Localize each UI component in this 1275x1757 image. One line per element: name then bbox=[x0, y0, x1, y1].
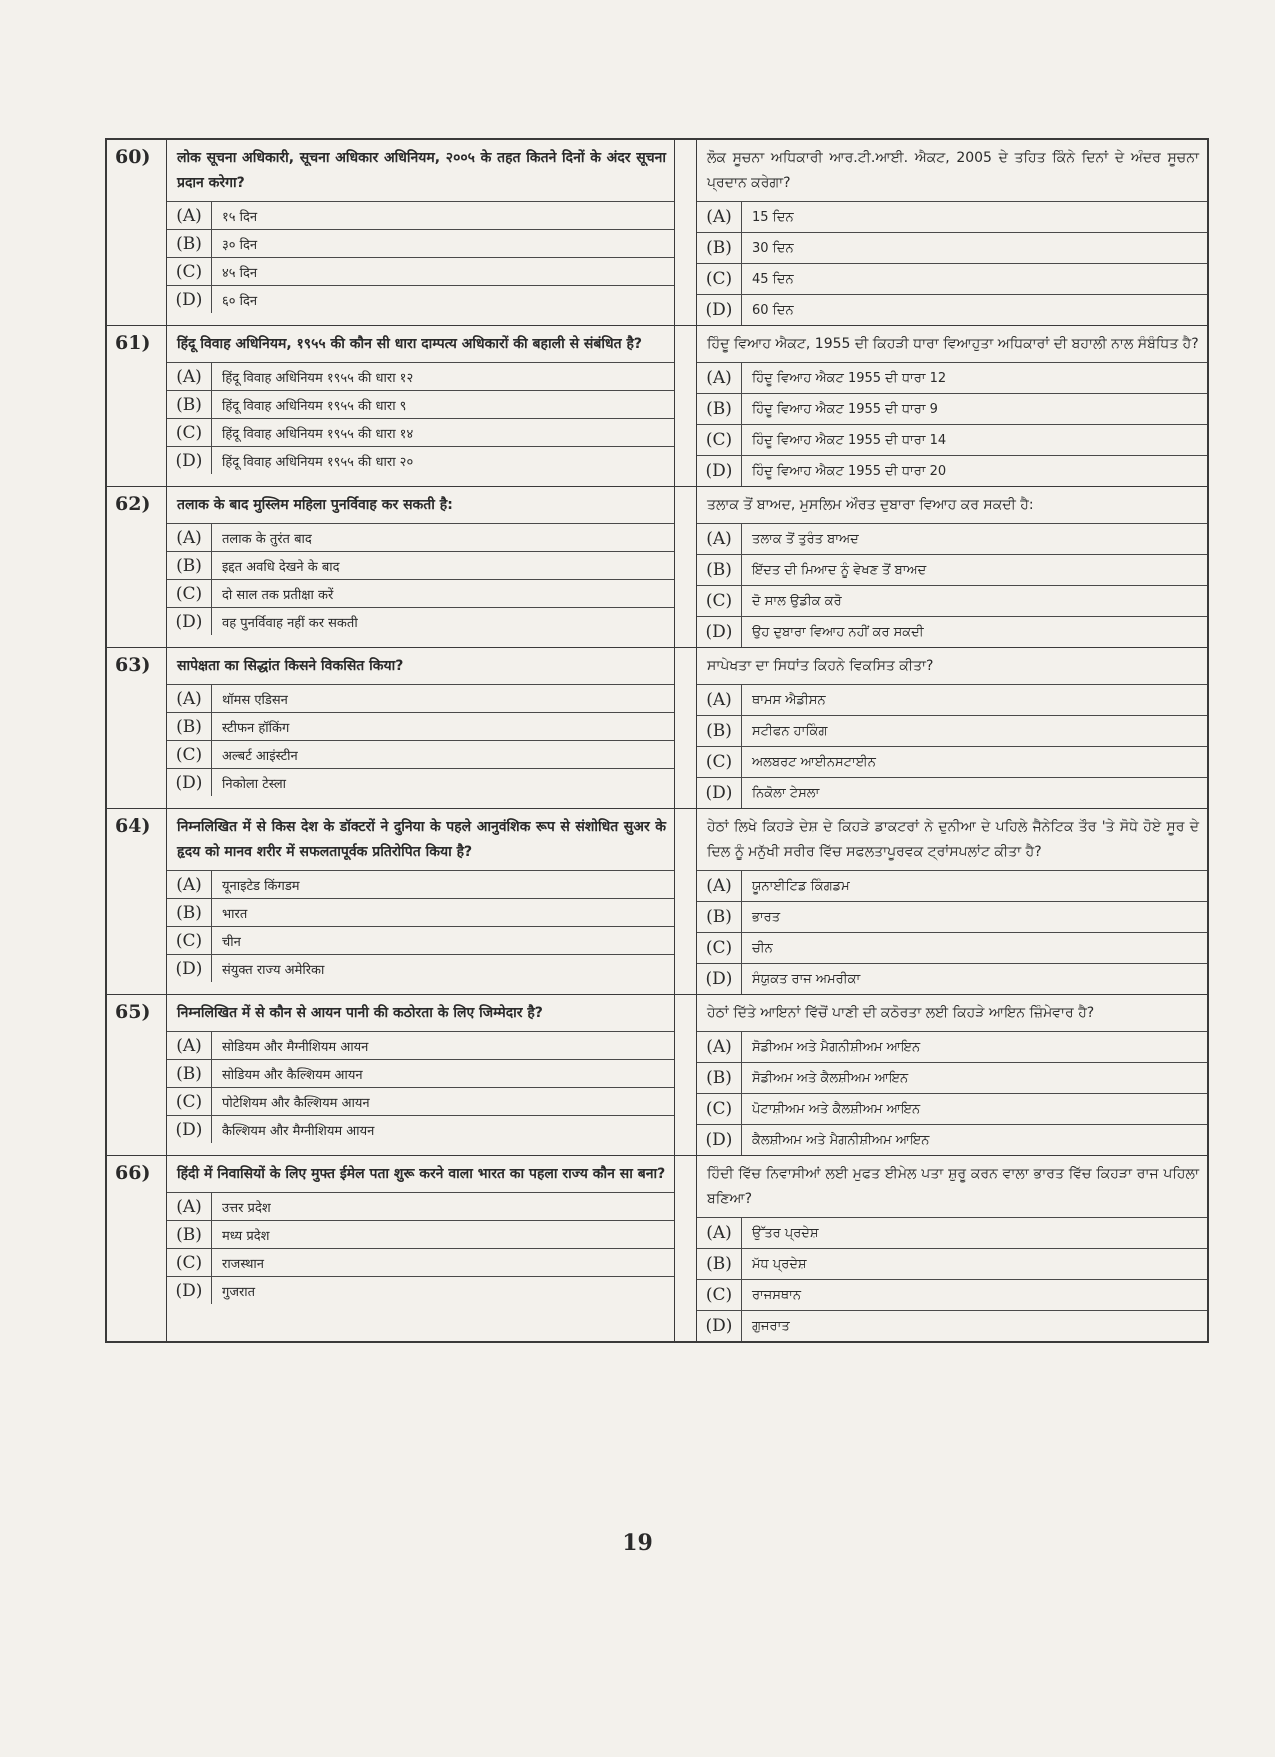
option-label: (D) bbox=[167, 447, 212, 474]
question-row bbox=[107, 325, 1207, 486]
option-text: भारत bbox=[222, 906, 248, 922]
question-row bbox=[107, 140, 1207, 325]
option-label: (A) bbox=[167, 685, 212, 712]
option-label: (A) bbox=[167, 1193, 212, 1220]
option-text: ਸਟੀਫਨ ਹਾਕਿੰਗ bbox=[752, 723, 828, 739]
option-text: ६० दिन bbox=[222, 293, 258, 309]
column-gap bbox=[675, 487, 697, 647]
option-hindi bbox=[167, 201, 674, 229]
option-hindi bbox=[167, 1192, 674, 1220]
option-text: ਹਿੰਦੂ ਵਿਆਹ ਐਕਟ 1955 ਦੀ ਧਾਰਾ 12 bbox=[752, 370, 947, 386]
option-label: (B) bbox=[697, 902, 742, 932]
option-label: (D) bbox=[167, 769, 212, 796]
option-text: मध्य प्रदेश bbox=[222, 1228, 270, 1244]
question-hindi-column bbox=[167, 648, 675, 808]
question-text-punjabi: ਹਿੰਦੂ ਵਿਆਹ ਐਕਟ, 1955 ਦੀ ਕਿਹੜੀ ਧਾਰਾ ਵਿਆਹੁਤਾ ਅਧਿਕਾਰਾਂ ਦੀ ਬਹਾਲੀ ਨਾਲ ਸੰਬੰਧਿਤ ਹੈ? bbox=[707, 336, 1199, 352]
option-text: तलाक के तुरंत बाद bbox=[222, 531, 312, 547]
option-text: ਚੀਨ bbox=[752, 940, 773, 956]
option-text: ਹਿੰਦੂ ਵਿਆਹ ਐਕਟ 1955 ਦੀ ਧਾਰਾ 9 bbox=[752, 401, 938, 417]
option-punjabi bbox=[697, 932, 1207, 963]
option-label: (B) bbox=[697, 1063, 742, 1093]
option-text: ਉਹ ਦੁਬਾਰਾ ਵਿਆਹ ਨਹੀਂ ਕਰ ਸਕਦੀ bbox=[752, 624, 924, 640]
option-text: पोटेशियम और कैल्शियम आयन bbox=[222, 1095, 370, 1111]
question-number: 60) bbox=[107, 140, 167, 325]
option-text: ਪੋਟਾਸ਼ੀਅਮ ਅਤੇ ਕੈਲਸ਼ੀਅਮ ਆਇਨ bbox=[752, 1101, 921, 1117]
option-text: ਥਾਮਸ ਐਡੀਸਨ bbox=[752, 692, 826, 708]
option-text: ਸੋਡੀਅਮ ਅਤੇ ਮੈਗਨੀਸ਼ੀਅਮ ਆਇਨ bbox=[752, 1039, 921, 1055]
option-text: हिंदू विवाह अधिनियम १९५५ की धारा ९ bbox=[222, 398, 407, 414]
option-punjabi bbox=[697, 1248, 1207, 1279]
option-label: (D) bbox=[697, 1125, 742, 1155]
column-gap bbox=[675, 140, 697, 325]
option-label: (A) bbox=[697, 1218, 742, 1248]
option-label: (B) bbox=[697, 394, 742, 424]
option-hindi bbox=[167, 390, 674, 418]
option-text: ਰਾਜਸਥਾਨ bbox=[752, 1287, 802, 1303]
option-text: ਕੈਲਸ਼ੀਅਮ ਅਤੇ ਮੈਗਨੀਸ਼ੀਅਮ ਆਇਨ bbox=[752, 1132, 930, 1148]
option-label: (C) bbox=[697, 1280, 742, 1310]
option-label: (D) bbox=[697, 1311, 742, 1341]
option-punjabi bbox=[697, 523, 1207, 554]
question-punjabi-column bbox=[697, 995, 1207, 1155]
option-punjabi bbox=[697, 393, 1207, 424]
question-text-punjabi: ਲੋਕ ਸੂਚਨਾ ਅਧਿਕਾਰੀ ਆਰ.ਟੀ.ਆਈ. ਐਕਟ, 2005 ਦੇ ਤਹਿਤ ਕਿੰਨੇ ਦਿਨਾਂ ਦੇ ਅੰਦਰ ਸੂਚਨਾ ਪ੍ਰਦਾਨ ਕਰੇਗਾ? bbox=[707, 150, 1199, 191]
option-label: (C) bbox=[167, 741, 212, 768]
option-text: ਸੋਡੀਅਮ ਅਤੇ ਕੈਲਸ਼ੀਅਮ ਆਇਨ bbox=[752, 1070, 909, 1086]
option-label: (A) bbox=[697, 871, 742, 901]
option-punjabi bbox=[697, 201, 1207, 232]
option-hindi bbox=[167, 257, 674, 285]
question-punjabi-column bbox=[697, 140, 1207, 325]
question-text-hindi: तलाक के बाद मुस्लिम महिला पुनर्विवाह कर सकती है: bbox=[177, 497, 453, 513]
question-text-hindi: निम्नलिखित में से कौन से आयन पानी की कठोरता के लिए जिम्मेदार है? bbox=[177, 1005, 543, 1021]
column-gap bbox=[675, 1156, 697, 1341]
question-table bbox=[105, 138, 1209, 1343]
option-hindi bbox=[167, 551, 674, 579]
option-text: वह पुनर्विवाह नहीं कर सकती bbox=[222, 615, 358, 631]
option-text: 60 ਦਿਨ bbox=[752, 302, 794, 318]
option-text: इद्दत अवधि देखने के बाद bbox=[222, 559, 340, 575]
option-hindi bbox=[167, 1248, 674, 1276]
option-punjabi bbox=[697, 1310, 1207, 1341]
option-hindi bbox=[167, 229, 674, 257]
option-punjabi bbox=[697, 232, 1207, 263]
option-punjabi bbox=[697, 554, 1207, 585]
option-hindi bbox=[167, 1031, 674, 1059]
question-hindi-column bbox=[167, 1156, 675, 1341]
option-label: (A) bbox=[697, 685, 742, 715]
option-label: (A) bbox=[697, 363, 742, 393]
option-text: हिंदू विवाह अधिनियम १९५५ की धारा १४ bbox=[222, 426, 414, 442]
option-punjabi bbox=[697, 585, 1207, 616]
option-punjabi bbox=[697, 963, 1207, 994]
option-label: (B) bbox=[167, 899, 212, 926]
option-punjabi bbox=[697, 1217, 1207, 1248]
option-punjabi bbox=[697, 1031, 1207, 1062]
option-label: (A) bbox=[697, 1032, 742, 1062]
option-label: (C) bbox=[167, 258, 212, 285]
column-gap bbox=[675, 809, 697, 994]
option-hindi bbox=[167, 954, 674, 982]
option-punjabi bbox=[697, 901, 1207, 932]
option-label: (C) bbox=[697, 747, 742, 777]
option-hindi bbox=[167, 523, 674, 551]
option-hindi bbox=[167, 607, 674, 635]
option-hindi bbox=[167, 579, 674, 607]
option-hindi bbox=[167, 446, 674, 474]
option-label: (D) bbox=[167, 1277, 212, 1304]
option-hindi bbox=[167, 926, 674, 954]
question-number: 65) bbox=[107, 995, 167, 1155]
question-number: 64) bbox=[107, 809, 167, 994]
option-punjabi bbox=[697, 715, 1207, 746]
option-punjabi bbox=[697, 1279, 1207, 1310]
option-label: (B) bbox=[167, 230, 212, 257]
option-punjabi bbox=[697, 684, 1207, 715]
question-text-punjabi: ਹੇਠਾਂ ਦਿੱਤੇ ਆਇਨਾਂ ਵਿੱਚੋਂ ਪਾਣੀ ਦੀ ਕਠੋਰਤਾ ਲਈ ਕਿਹੜੇ ਆਇਨ ਜ਼ਿੰਮੇਵਾਰ ਹੈ? bbox=[707, 1005, 1095, 1021]
option-text: स्टीफन हॉकिंग bbox=[222, 720, 290, 736]
question-text-punjabi: ਹਿੰਦੀ ਵਿੱਚ ਨਿਵਾਸੀਆਂ ਲਈ ਮੁਫਤ ਈਮੇਲ ਪਤਾ ਸ਼ੁਰੂ ਕਰਨ ਵਾਲਾ ਭਾਰਤ ਵਿੱਚ ਕਿਹੜਾ ਰਾਜ ਪਹਿਲਾ ਬਣਿਆ? bbox=[707, 1166, 1199, 1207]
option-hindi bbox=[167, 684, 674, 712]
option-text: ਇੱਦਤ ਦੀ ਮਿਆਦ ਨੂੰ ਵੇਖਣ ਤੋਂ ਬਾਅਦ bbox=[752, 562, 927, 578]
option-label: (D) bbox=[697, 964, 742, 994]
option-hindi bbox=[167, 870, 674, 898]
question-punjabi-column bbox=[697, 326, 1207, 486]
option-label: (B) bbox=[167, 713, 212, 740]
option-label: (C) bbox=[167, 419, 212, 446]
option-text: ਭਾਰਤ bbox=[752, 909, 781, 925]
question-row bbox=[107, 994, 1207, 1155]
option-label: (A) bbox=[167, 363, 212, 390]
option-punjabi bbox=[697, 294, 1207, 325]
option-hindi bbox=[167, 1276, 674, 1304]
option-text: अल्बर्ट आइंस्टीन bbox=[222, 748, 298, 764]
option-punjabi bbox=[697, 362, 1207, 393]
option-label: (D) bbox=[167, 1116, 212, 1143]
option-text: चीन bbox=[222, 934, 241, 950]
option-label: (C) bbox=[697, 264, 742, 294]
option-text: ਹਿੰਦੂ ਵਿਆਹ ਐਕਟ 1955 ਦੀ ਧਾਰਾ 14 bbox=[752, 432, 947, 448]
option-label: (C) bbox=[697, 933, 742, 963]
option-hindi bbox=[167, 712, 674, 740]
option-label: (D) bbox=[697, 456, 742, 486]
option-label: (B) bbox=[697, 233, 742, 263]
question-hindi-column bbox=[167, 326, 675, 486]
option-hindi bbox=[167, 1087, 674, 1115]
option-punjabi bbox=[697, 1124, 1207, 1155]
option-text: गुजरात bbox=[222, 1284, 256, 1300]
question-text-punjabi: ਸਾਪੇਖਤਾ ਦਾ ਸਿਧਾਂਤ ਕਿਹਨੇ ਵਿਕਸਿਤ ਕੀਤਾ? bbox=[707, 658, 934, 674]
option-text: ਮੱਧ ਪ੍ਰਦੇਸ਼ bbox=[752, 1256, 807, 1272]
page-number: 19 bbox=[622, 1530, 653, 1556]
option-label: (D) bbox=[697, 617, 742, 647]
option-text: ਸੰਯੁਕਤ ਰਾਜ ਅਮਰੀਕਾ bbox=[752, 971, 861, 987]
question-punjabi-column bbox=[697, 487, 1207, 647]
option-text: ਗੁਜਰਾਤ bbox=[752, 1318, 790, 1334]
option-text: उत्तर प्रदेश bbox=[222, 1200, 271, 1216]
option-text: यूनाइटेड किंगडम bbox=[222, 878, 300, 894]
question-number: 63) bbox=[107, 648, 167, 808]
option-punjabi bbox=[697, 455, 1207, 486]
option-hindi bbox=[167, 740, 674, 768]
question-text-hindi: हिंदू विवाह अधिनियम, १९५५ की कौन सी धारा दाम्पत्य अधिकारों की बहाली से संबंधित है? bbox=[177, 336, 643, 352]
option-text: संयुक्त राज्य अमेरिका bbox=[222, 962, 325, 978]
option-punjabi bbox=[697, 1062, 1207, 1093]
question-hindi-column bbox=[167, 487, 675, 647]
question-punjabi-column bbox=[697, 1156, 1207, 1341]
option-text: ३० दिन bbox=[222, 237, 258, 253]
question-row bbox=[107, 647, 1207, 808]
question-number: 62) bbox=[107, 487, 167, 647]
option-text: हिंदू विवाह अधिनियम १९५५ की धारा २० bbox=[222, 454, 414, 470]
option-punjabi bbox=[697, 1093, 1207, 1124]
question-text-hindi: निम्नलिखित में से किस देश के डॉक्टरों ने दुनिया के पहले आनुवंशिक रूप से संशोधित सुअर के हृदय को मानव शरीर में सफलतापूर्वक प्रतिरोपित किया है? bbox=[177, 819, 666, 860]
option-hindi bbox=[167, 418, 674, 446]
question-punjabi-column bbox=[697, 809, 1207, 994]
question-text-punjabi: ਤਲਾਕ ਤੋਂ ਬਾਅਦ, ਮੁਸਲਿਮ ਔਰਤ ਦੁਬਾਰਾ ਵਿਆਹ ਕਰ ਸਕਦੀ ਹੈ: bbox=[707, 497, 1034, 513]
question-punjabi-column bbox=[697, 648, 1207, 808]
option-hindi bbox=[167, 768, 674, 796]
question-hindi-column bbox=[167, 140, 675, 325]
option-text: ਅਲਬਰਟ ਆਈਨਸਟਾਈਨ bbox=[752, 754, 876, 770]
question-number: 66) bbox=[107, 1156, 167, 1341]
option-label: (B) bbox=[697, 555, 742, 585]
option-text: ਤਲਾਕ ਤੋਂ ਤੁਰੰਤ ਬਾਅਦ bbox=[752, 531, 859, 547]
option-text: हिंदू विवाह अधिनियम १९५५ की धारा १२ bbox=[222, 370, 414, 386]
option-text: कैल्शियम और मैग्नीशियम आयन bbox=[222, 1123, 375, 1139]
question-hindi-column bbox=[167, 809, 675, 994]
option-punjabi bbox=[697, 616, 1207, 647]
column-gap bbox=[675, 326, 697, 486]
option-label: (A) bbox=[167, 871, 212, 898]
option-label: (B) bbox=[167, 391, 212, 418]
option-hindi bbox=[167, 285, 674, 313]
option-label: (B) bbox=[167, 1221, 212, 1248]
option-text: दो साल तक प्रतीक्षा करें bbox=[222, 587, 334, 603]
option-label: (A) bbox=[697, 202, 742, 232]
option-punjabi bbox=[697, 870, 1207, 901]
question-text-hindi: लोक सूचना अधिकारी, सूचना अधिकार अधिनियम, २००५ के तहत कितने दिनों के अंदर सूचना प्रदान करेगा? bbox=[177, 150, 666, 191]
option-text: ४५ दिन bbox=[222, 265, 258, 281]
column-gap bbox=[675, 995, 697, 1155]
option-text: ਹਿੰਦੂ ਵਿਆਹ ਐਕਟ 1955 ਦੀ ਧਾਰਾ 20 bbox=[752, 463, 947, 479]
option-punjabi bbox=[697, 746, 1207, 777]
option-text: निकोला टेस्ला bbox=[222, 776, 287, 792]
option-punjabi bbox=[697, 777, 1207, 808]
option-label: (D) bbox=[697, 778, 742, 808]
option-text: 15 ਦਿਨ bbox=[752, 209, 794, 225]
option-punjabi bbox=[697, 424, 1207, 455]
option-label: (C) bbox=[167, 1249, 212, 1276]
option-text: ਦੋ ਸਾਲ ਉਡੀਕ ਕਰੋ bbox=[752, 593, 842, 609]
option-label: (B) bbox=[697, 716, 742, 746]
option-label: (A) bbox=[167, 524, 212, 551]
question-text-hindi: हिंदी में निवासियों के लिए मुफ्त ईमेल पता शुरू करने वाला भारत का पहला राज्य कौन सा बना? bbox=[177, 1166, 666, 1182]
option-text: सोडियम और कैल्शियम आयन bbox=[222, 1067, 363, 1083]
option-label: (A) bbox=[167, 1032, 212, 1059]
column-gap bbox=[675, 648, 697, 808]
option-text: 45 ਦਿਨ bbox=[752, 271, 794, 287]
option-label: (D) bbox=[697, 295, 742, 325]
option-label: (D) bbox=[167, 286, 212, 313]
question-hindi-column bbox=[167, 995, 675, 1155]
option-text: ਉੱਤਰ ਪ੍ਰਦੇਸ਼ bbox=[752, 1225, 819, 1241]
question-text-punjabi: ਹੇਠਾਂ ਲਿਖੇ ਕਿਹੜੇ ਦੇਸ਼ ਦੇ ਕਿਹੜੇ ਡਾਕਟਰਾਂ ਨੇ ਦੁਨੀਆ ਦੇ ਪਹਿਲੇ ਜੈਨੇਟਿਕ ਤੌਰ 'ਤੇ ਸੋਧੇ ਹੋਏ ਸੂਰ ਦੇ ਦਿਲ ਨੂੰ ਮਨੁੱਖੀ ਸਰੀਰ ਵਿੱਚ ਸਫਲਤਾਪੂਰਵਕ ਟ੍ਰਾਂਸਪਲਾਂਟ ਕੀਤਾ ਹੈ? bbox=[707, 819, 1199, 860]
option-text: १५ दिन bbox=[222, 209, 258, 225]
option-hindi bbox=[167, 898, 674, 926]
option-text: 30 ਦਿਨ bbox=[752, 240, 794, 256]
option-label: (C) bbox=[697, 425, 742, 455]
question-row bbox=[107, 808, 1207, 994]
option-text: सोडियम और मैग्नीशियम आयन bbox=[222, 1039, 369, 1055]
question-row bbox=[107, 1155, 1207, 1341]
option-label: (A) bbox=[167, 202, 212, 229]
option-label: (D) bbox=[167, 608, 212, 635]
option-label: (D) bbox=[167, 955, 212, 982]
option-hindi bbox=[167, 1115, 674, 1143]
option-label: (C) bbox=[167, 580, 212, 607]
option-punjabi bbox=[697, 263, 1207, 294]
question-row bbox=[107, 486, 1207, 647]
option-label: (C) bbox=[697, 1094, 742, 1124]
option-label: (C) bbox=[697, 586, 742, 616]
question-number: 61) bbox=[107, 326, 167, 486]
option-hindi bbox=[167, 1220, 674, 1248]
question-text-hindi: सापेक्षता का सिद्धांत किसने विकसित किया? bbox=[177, 658, 404, 674]
option-label: (A) bbox=[697, 524, 742, 554]
option-text: ਨਿਕੋਲਾ ਟੇਸਲਾ bbox=[752, 785, 820, 801]
option-label: (C) bbox=[167, 927, 212, 954]
option-text: राजस्थान bbox=[222, 1256, 265, 1272]
option-hindi bbox=[167, 1059, 674, 1087]
option-label: (B) bbox=[167, 552, 212, 579]
option-text: ਯੂਨਾਈਟਿਡ ਕਿੰਗਡਮ bbox=[752, 878, 850, 894]
option-hindi bbox=[167, 362, 674, 390]
option-label: (B) bbox=[697, 1249, 742, 1279]
option-label: (C) bbox=[167, 1088, 212, 1115]
option-text: थॉमस एडिसन bbox=[222, 692, 288, 708]
option-label: (B) bbox=[167, 1060, 212, 1087]
